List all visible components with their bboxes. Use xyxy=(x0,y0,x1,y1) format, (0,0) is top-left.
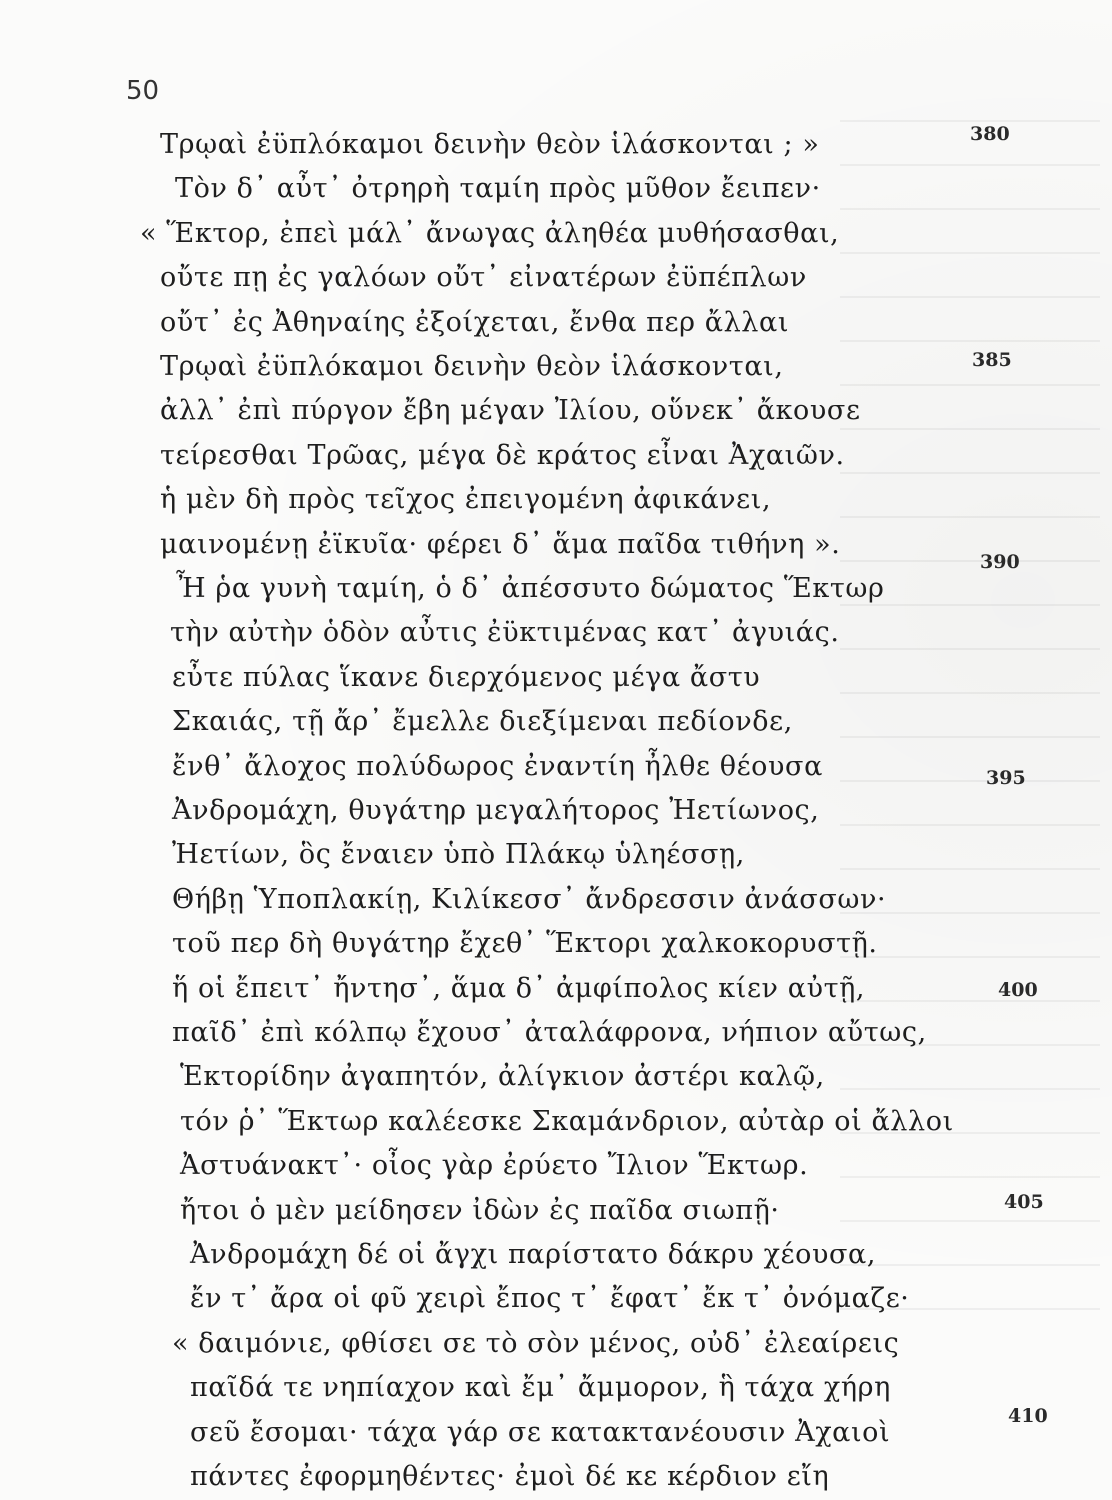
page-number: 50 xyxy=(126,76,160,106)
verse-line-text: τὴν αὐτὴν ὁδὸν αὖτις ἐϋκτιμένας κατ᾽ ἀγυιάς. xyxy=(170,617,840,649)
line-number: 380 xyxy=(970,123,1010,145)
verse-line-text: « δαιμόνιε, φθίσει σε τὸ σὸν μένος, οὐδ᾽ ἐλεαίρεις xyxy=(172,1327,900,1359)
verse-line xyxy=(140,217,839,251)
verse-line xyxy=(172,972,865,1006)
verse-line-text: ἔνθ᾽ ἄλοχος πολύδωρος ἐναντίη ἦλθε θέουσα xyxy=(172,750,823,782)
verse-line-text: ἔν τ᾽ ἄρα οἱ φῦ χειρὶ ἔπος τ᾽ ἔφατ᾽ ἔκ τ᾽ ὀνόμαζε· xyxy=(190,1283,910,1315)
line-number: 395 xyxy=(986,767,1026,789)
verse-line-text: Τρῳαὶ ἐϋπλόκαμοι δεινὴν θεὸν ἱλάσκονται, xyxy=(160,351,784,382)
show-through-text xyxy=(840,120,1100,1320)
verse-line-text: Ἀστυάνακτ᾽· οἶος γὰρ ἐρύετο Ἴλιον Ἕκτωρ. xyxy=(180,1150,809,1182)
verse-line xyxy=(190,1371,891,1405)
verse-line-text: ἀλλ᾽ ἐπὶ πύργον ἔβη μέγαν Ἰλίου, οὕνεκ᾽ ἄκουσε xyxy=(160,395,861,427)
verse-line xyxy=(180,1060,825,1094)
verse-line xyxy=(175,172,821,206)
verse-line-text: « Ἕκτορ, ἐπεὶ μάλ᾽ ἄνωγας ἀληθέα μυθήσασθαι, xyxy=(140,217,840,249)
line-number: 400 xyxy=(998,979,1038,1001)
verse-line xyxy=(160,128,820,162)
verse-line-text: τοῦ περ δὴ θυγάτηρ ἔχεθ᾽ Ἕκτορι χαλκοκορυστῇ. xyxy=(172,928,878,960)
line-number: 405 xyxy=(1004,1191,1044,1213)
verse-line xyxy=(172,838,745,872)
verse-line xyxy=(190,1460,829,1494)
line-number: 390 xyxy=(980,551,1020,573)
verse-line-text: ἤτοι ὁ μὲν μείδησεν ἰδὼν ἐς παῖδα σιωπῇ· xyxy=(180,1194,780,1226)
verse-line-text: Ἑκτορίδην ἀγαπητόν, ἀλίγκιον ἀστέρι καλῷ, xyxy=(180,1061,825,1093)
verse-line-text: Ἦ ῥα γυνὴ ταμίη, ὁ δ᾽ ἀπέσσυτο δώματος Ἕκτωρ xyxy=(176,573,885,604)
verse-line-text: ἥ οἱ ἔπειτ᾽ ἤντησ᾽, ἅμα δ᾽ ἀμφίπολος κίεν αὐτῇ, xyxy=(172,972,866,1004)
verse-line xyxy=(190,1282,909,1316)
verse-line xyxy=(172,883,886,917)
verse-line-text: Ἀνδρομάχη δέ οἱ ἄγχι παρίστατο δάκρυ χέουσα, xyxy=(190,1239,877,1270)
verse-line-text: Σκαιάς, τῇ ἄρ᾽ ἔμελλε διεξίμεναι πεδίονδε, xyxy=(172,706,793,738)
verse-line xyxy=(172,794,819,828)
verse-line xyxy=(172,927,878,961)
verse-line xyxy=(176,572,884,606)
verse-line xyxy=(172,1016,927,1050)
verse-line-text: οὔτε πῃ ἐς γαλόων οὔτ᾽ εἰνατέρων ἐϋπέπλων xyxy=(160,262,807,294)
verse-line xyxy=(190,1416,890,1450)
verse-line-text: οὔτ᾽ ἐς Ἀθηναίης ἐξοίχεται, ἔνθα περ ἄλλαι xyxy=(160,306,790,338)
verse-line xyxy=(160,483,771,517)
verse-line-text: τείρεσθαι Τρῶας, μέγα δὲ κράτος εἶναι Ἀχαιῶν. xyxy=(160,439,845,471)
verse-line-text: παῖδ᾽ ἐπὶ κόλπῳ ἔχουσ᾽ ἀταλάφρονα, νήπιον αὔτως, xyxy=(172,1017,927,1048)
verse-line xyxy=(190,1238,876,1272)
verse-line xyxy=(170,616,840,650)
verse-line-text: Τρῳαὶ ἐϋπλόκαμοι δεινὴν θεὸν ἱλάσκονται ; » xyxy=(160,129,820,160)
verse-line-text: Ἠετίων, ὃς ἔναιεν ὑπὸ Πλάκῳ ὑληέσσῃ, xyxy=(172,839,745,871)
verse-line xyxy=(172,661,760,695)
verse-line-text: μαινομένῃ ἐϊκυῖα· φέρει δ᾽ ἅμα παῖδα τιθήνη ». xyxy=(160,528,841,560)
verse-line xyxy=(172,1327,899,1361)
verse-line xyxy=(180,1194,780,1228)
verse-line-text: Τὸν δ᾽ αὖτ᾽ ὀτρηρὴ ταμίη πρὸς μῦθον ἔειπεν· xyxy=(175,173,821,205)
verse-line xyxy=(160,439,845,473)
verse-line-text: πάντες ἐφορμηθέντες· ἐμοὶ δέ κε κέρδιον εἴη xyxy=(190,1461,830,1492)
verse-line-text: Ἀνδρομάχη, θυγάτηρ μεγαλήτορος Ἠετίωνος, xyxy=(172,795,820,826)
verse-line xyxy=(160,394,861,428)
line-number: 410 xyxy=(1008,1405,1048,1427)
verse-line xyxy=(160,350,784,384)
verse-line xyxy=(160,261,807,295)
verse-line-text: εὖτε πύλας ἵκανε διερχόμενος μέγα ἄστυ xyxy=(172,661,761,693)
verse-line xyxy=(172,705,793,739)
verse-line xyxy=(160,306,789,340)
line-number: 385 xyxy=(972,349,1012,371)
verse-line xyxy=(180,1149,808,1183)
verse-line-text: Θήβῃ Ὑποπλακίῃ, Κιλίκεσσ᾽ ἄνδρεσσιν ἀνάσσων· xyxy=(172,883,887,915)
verse-line-text: τόν ῥ᾽ Ἕκτωρ καλέεσκε Σκαμάνδριον, αὐτὰρ οἱ ἄλλοι xyxy=(180,1105,954,1137)
verse-line xyxy=(172,750,823,784)
verse-line xyxy=(180,1105,954,1139)
verse-line-text: παῖδά τε νηπίαχον καὶ ἔμ᾽ ἄμμορον, ἣ τάχα χήρη xyxy=(190,1372,891,1404)
verse-line xyxy=(160,528,840,562)
verse-line-text: ἡ μὲν δὴ πρὸς τεῖχος ἐπειγομένη ἀφικάνει, xyxy=(160,484,772,516)
verse-line-text: σεῦ ἔσομαι· τάχα γάρ σε κατακτανέουσιν Ἀχαιοὶ xyxy=(190,1416,891,1448)
